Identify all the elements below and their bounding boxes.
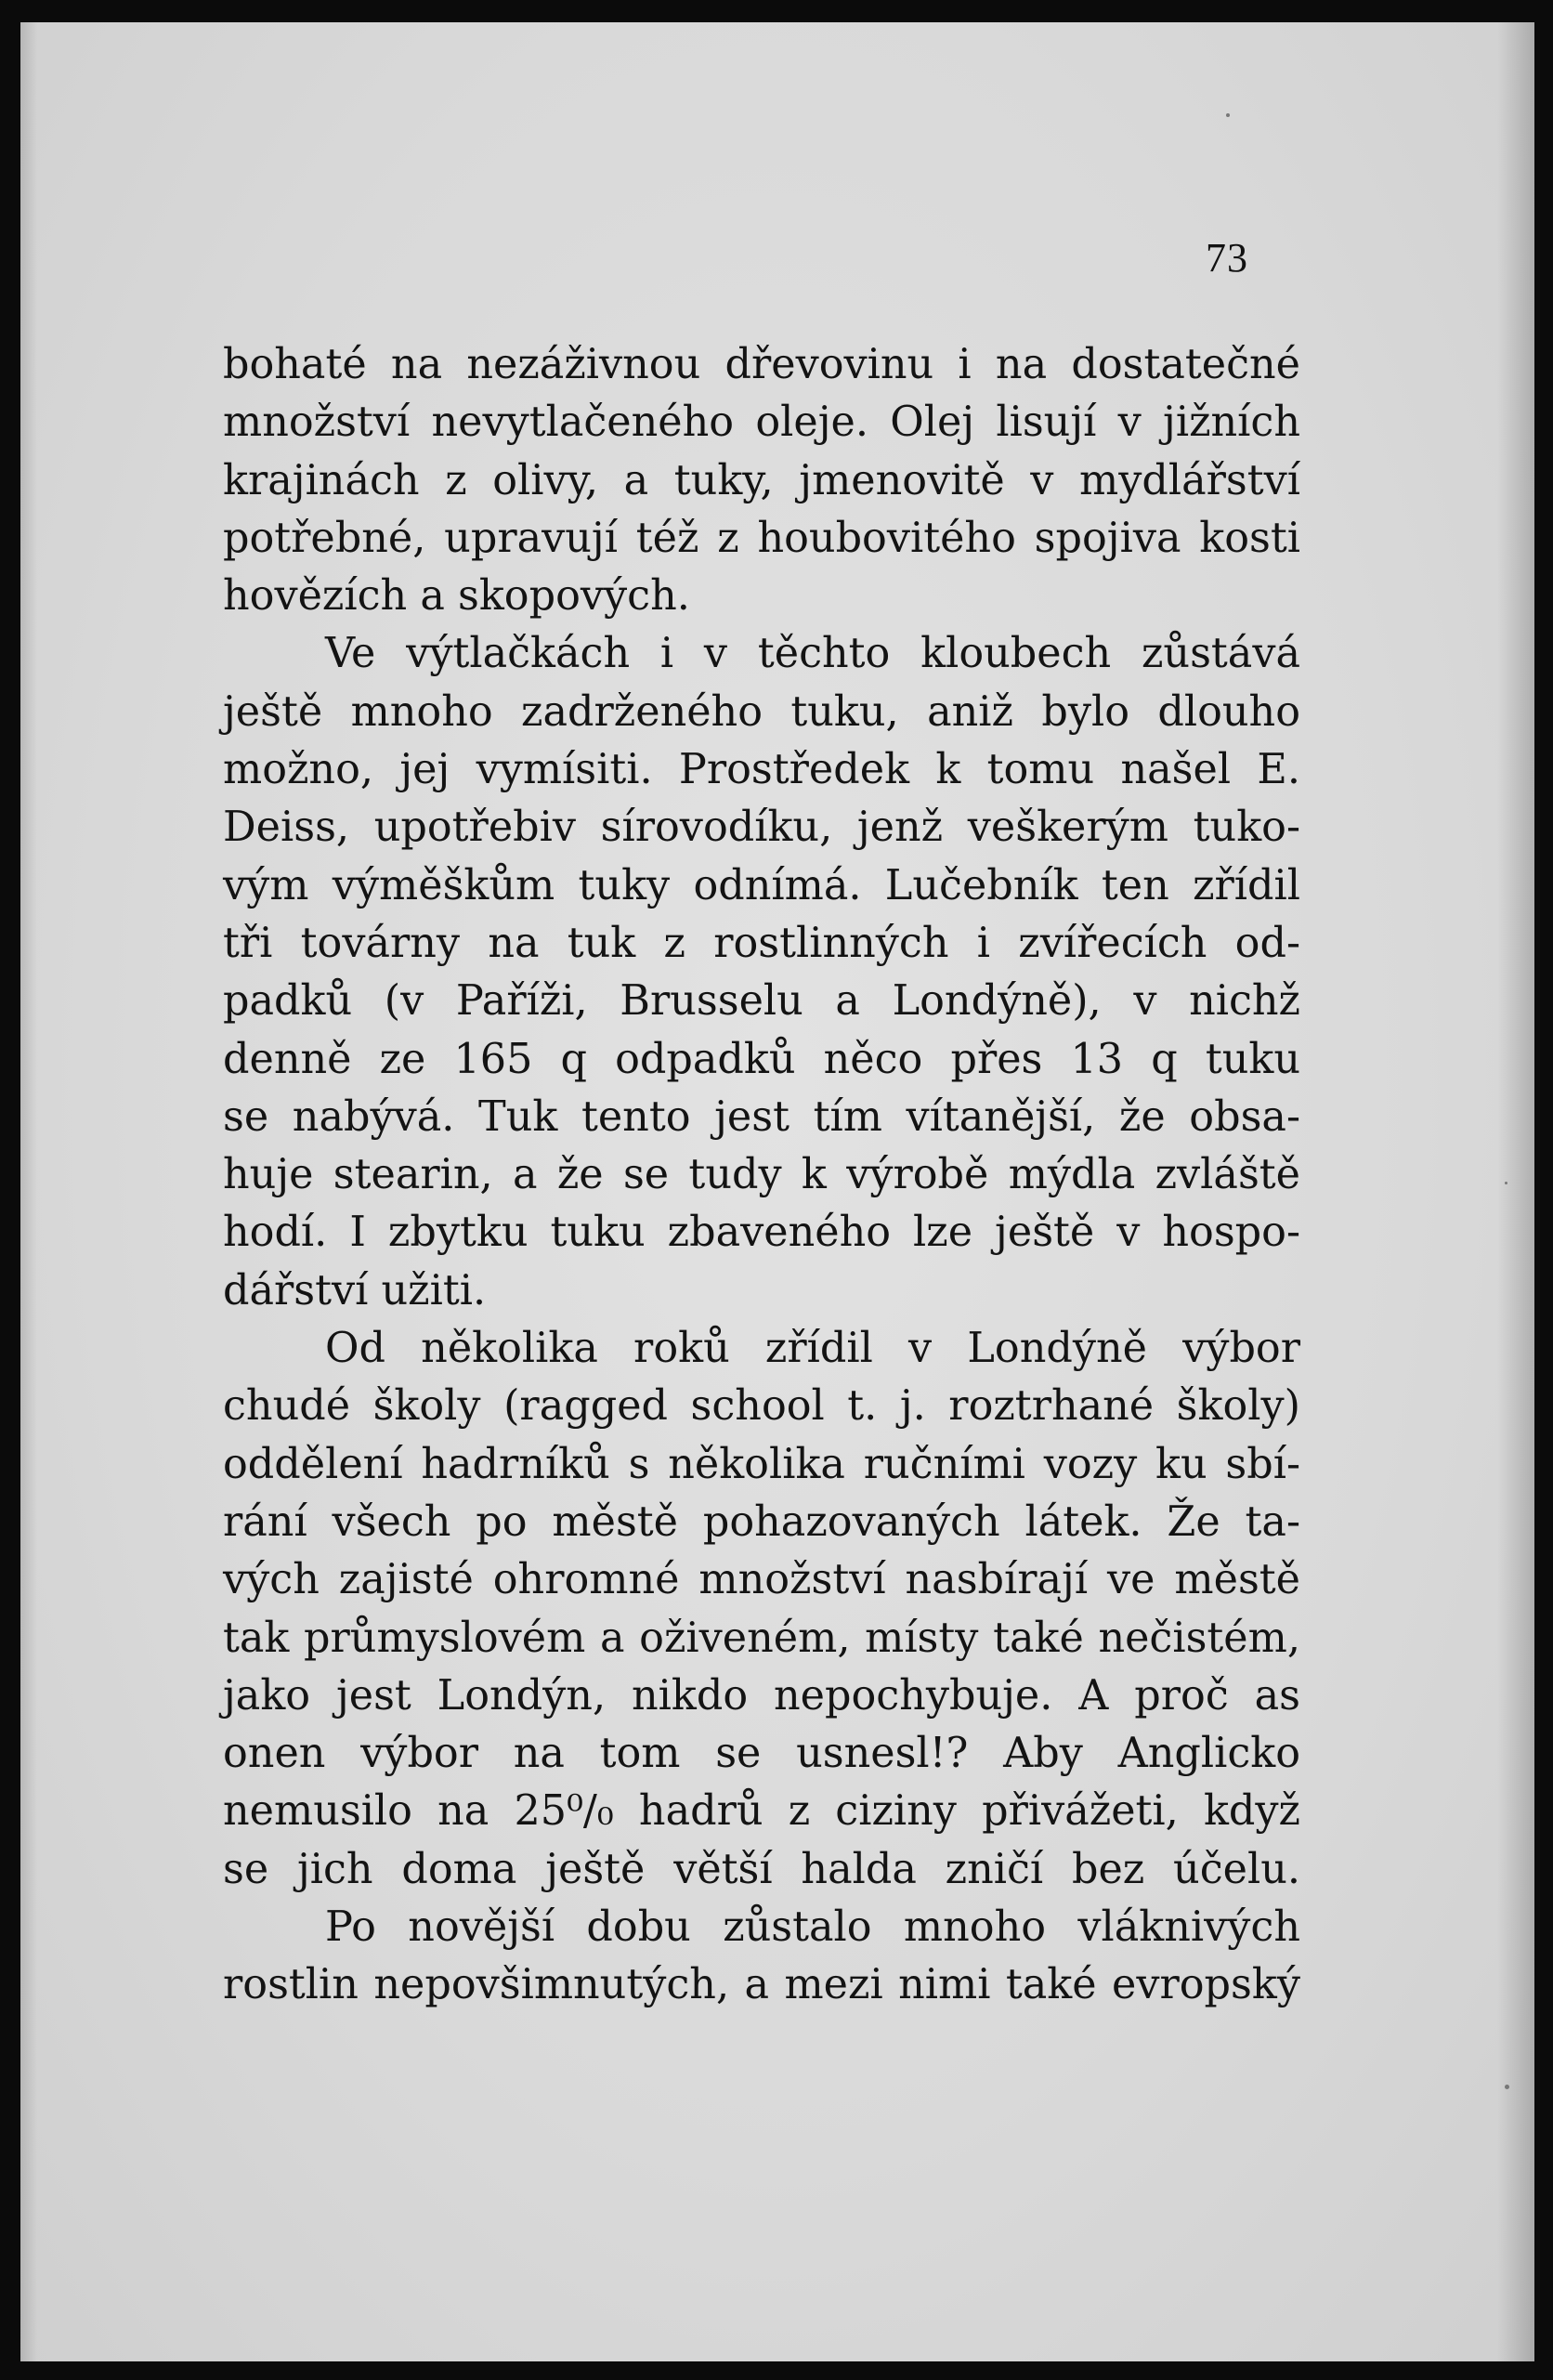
text-line: tři továrny na tuk z rostlinných i zvířecích od-	[223, 919, 1300, 967]
text-line: jako jest Londýn, nikdo nepochybuje. A proč as	[223, 1671, 1300, 1720]
text-line: možno, jej vymísiti. Prostředek k tomu našel E.	[223, 746, 1300, 794]
body-text	[223, 336, 1300, 2015]
text-line: rostlin nepovšimnutých, a mezi nimi také evropský	[223, 1961, 1300, 2009]
text-line: bohaté na nezáživnou dřevovinu i na dostatečné	[223, 341, 1300, 388]
text-line: vých zajisté ohromné množství nasbírají ve městě	[223, 1556, 1300, 1604]
text-line: chudé školy (ragged school t. j. roztrhané školy)	[223, 1382, 1300, 1431]
paragraph	[223, 625, 1300, 1320]
page-shadow-left	[20, 22, 37, 2361]
text-line: ještě mnoho zadrženého tuku, aniž bylo dlouho	[223, 687, 1300, 736]
text-line: vým výměškům tuky odnímá. Lučebník ten zřídil	[223, 861, 1300, 909]
dust-speck	[1226, 113, 1230, 117]
paragraph	[223, 1899, 1300, 2015]
text-line: se nabývá. Tuk tento jest tím vítanější, že obsa-	[223, 1092, 1300, 1141]
text-line: huje stearin, a že se tudy k výrobě mýdla zvláště	[223, 1151, 1300, 1199]
paragraph	[223, 1320, 1300, 1899]
text-line: oddělení hadrníků s několika ručními vozy ku sbí-	[223, 1440, 1300, 1488]
text-line: se jich doma ještě větší halda zničí bez účelu.	[223, 1845, 1300, 1893]
text-line: tak průmyslovém a oživeném, místy také nečistém,	[223, 1614, 1300, 1662]
text-line: onen výbor na tom se usnesl!? Aby Anglicko	[223, 1730, 1300, 1778]
text-line: Ve výtlačkách i v těchto kloubech zůstává	[325, 630, 1300, 678]
text-line: nemusilo na 25⁰/₀ hadrů z ciziny přivážeti, když	[223, 1787, 1300, 1836]
text-line: hovězích a skopových.	[223, 572, 690, 621]
dust-speck	[1505, 2085, 1509, 2089]
text-line: padků (v Paříži, Brusselu a Londýně), v nichž	[223, 977, 1300, 1026]
paragraph	[223, 336, 1300, 625]
text-line: denně ze 165 q odpadků něco přes 13 q tuku	[223, 1035, 1300, 1083]
page-number: 73	[1206, 235, 1248, 281]
page-shadow-right	[1497, 22, 1534, 2361]
text-line: krajinách z olivy, a tuky, jmenovitě v mydlářství	[223, 456, 1300, 504]
text-line: Od několika roků zřídil v Londýně výbor	[325, 1325, 1300, 1373]
text-line: Po novější dobu zůstalo mnoho vláknivých	[325, 1903, 1300, 1952]
text-line: potřebné, upravují též z houbovitého spojiva kosti	[223, 514, 1300, 562]
text-line: hodí. I zbytku tuku zbaveného lze ještě v hospo-	[223, 1209, 1300, 1257]
dust-speck	[1505, 1182, 1507, 1184]
text-line: množství nevytlačeného oleje. Olej lisují v jižních	[223, 399, 1300, 447]
text-line: Deiss, upotřebiv sírovodíku, jenž veškerým tuko-	[223, 804, 1300, 852]
text-line: dářství užiti.	[223, 1266, 487, 1314]
text-line: rání všech po městě pohazovaných látek. Že ta-	[223, 1497, 1300, 1546]
